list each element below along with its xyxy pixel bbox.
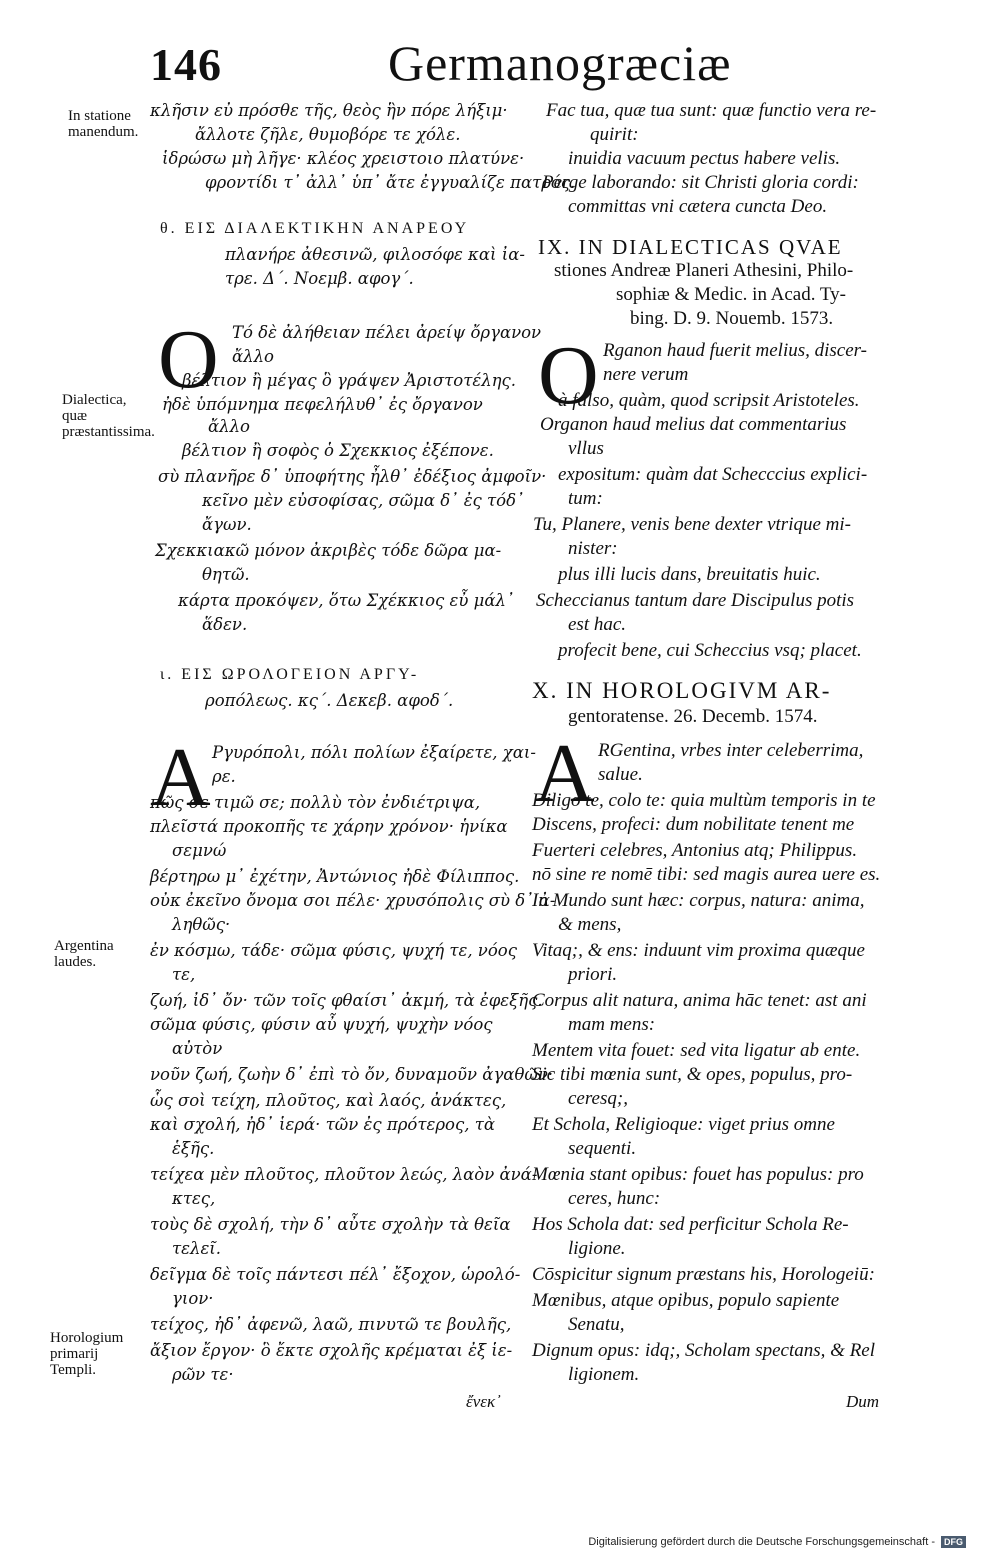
digitization-credit (588, 1536, 966, 1548)
greek-dropcap: O (158, 313, 219, 406)
greek-line: νοῦν ζωή, ζωὴν δ᾽ ἐπὶ τὸ ὄν, δυναμοῦν ἀγαθῶν· (150, 1065, 554, 1084)
greek-line: βέλτιον ἢ μέγας ὃ γράψεν Ἀριστοτέλης. (182, 371, 517, 390)
greek-line: ἠδὲ ὑπόμνημα πεφελήλυθ᾽ ἐς ὄργανον (162, 395, 483, 414)
greek-line: Ργυρόπολι, πόλι πολίων ἐξαίρετε, χαι- (212, 743, 536, 762)
latin-line: Fac tua, quæ tua sunt: quæ functio vera re- (546, 100, 877, 121)
latin-line: salue. (598, 764, 643, 785)
latin-line: sequenti. (568, 1138, 637, 1159)
latin-line: vllus (568, 438, 604, 459)
latin-heading: IX. IN DIALECTICAS QVAE (538, 235, 843, 259)
greek-heading-line: τρε. Δ΄. Νοεμβ. αφογ΄. (225, 269, 414, 288)
greek-line: κεῖνο μὲν εὐσοφίσας, σῶμα δ᾽ ἐς τόδ᾽ (202, 491, 525, 510)
greek-line: ἄλλοτε ζῆλε, θυμοβόρε τε χόλε. (195, 125, 461, 144)
latin-line: expositum: quàm dat Schecccius explici- (558, 464, 868, 485)
greek-line: πῶς σε τιμῶ σε; πολλὺ τὸν ἐνδιέτριψα, (150, 793, 481, 812)
greek-line: τείχεα μὲν πλοῦτος, πλοῦτον λεώς, λαὸν ἀνά- (150, 1165, 538, 1184)
latin-column (528, 0, 906, 1558)
latin-line: Mentem vita fouet: sed vita ligatur ab ente. (532, 1040, 861, 1061)
dfg-logo: DFG (941, 1536, 966, 1548)
greek-line: κλῆσιν εὐ πρόσθε τῆς, θεὸς ἣν πόρε λήξιμ· (150, 101, 508, 120)
latin-line: tum: (568, 488, 603, 509)
greek-line: τοὺς δὲ σχολή, τὴν δ᾽ αὖτε σχολὴν τὰ θεῖα (150, 1215, 511, 1234)
latin-line: Mœnibus, atque opibus, populo sapiente (532, 1290, 840, 1311)
latin-line: Cōspicitur signum præstans his, Horologeiū: (532, 1264, 875, 1285)
greek-line: οὐκ ἐκεῖνο ὄνομα σοι πέλε· χρυσόπολις σὺ δ᾽ ἀ- (150, 891, 556, 910)
greek-line: τε, (172, 965, 196, 984)
greek-line: ἑξῆς. (172, 1139, 215, 1158)
greek-heading-line: πλανήρε ἀθεσινῶ, φιλοσόφε καὶ ἰα- (225, 245, 525, 264)
greek-line: αὐτὸν (172, 1039, 223, 1058)
greek-line: ὧς σοὶ τείχη, πλοῦτος, καὶ λαός, ἀνάκτες, (150, 1091, 507, 1110)
latin-line: RGentina, vrbes inter celeberrima, (598, 740, 864, 761)
latin-line: Corpus alit natura, anima hāc tenet: ast ani (532, 990, 867, 1011)
latin-catchword: Dum (846, 1392, 880, 1411)
latin-line: Rganon haud fuerit melius, discer- (603, 340, 868, 361)
latin-line: plus illi lucis dans, breuitatis huic. (558, 564, 821, 585)
latin-line: Senatu, (568, 1314, 625, 1335)
greek-line: καὶ σχολή, ἠδ᾽ ἱερά· τῶν ἐς πρότερος, τὰ (150, 1115, 495, 1134)
latin-heading-line: sophiæ & Medic. in Acad. Ty- (616, 284, 846, 305)
latin-line: nō sine re nomē tibi: sed magis aurea uere es. (532, 864, 881, 885)
greek-catchword: ἔνεκ᾽ (466, 1392, 501, 1411)
latin-line: Sic tibi mœnia sunt, & opes, populus, pro- (532, 1064, 853, 1085)
greek-line: γιον· (172, 1289, 214, 1308)
greek-line: ρῶν τε· (172, 1365, 234, 1384)
margin-note: Horologium primarij Templi. (50, 1330, 124, 1378)
greek-line: ἄξιον ἔργον· ὃ ἔκτε σχολῆς κρέμαται ἐξ ἱε- (150, 1341, 513, 1360)
latin-line: Scheccianus tantum dare Discipulus potis (536, 590, 855, 611)
greek-line: σὺ πλανῆρε δ᾽ ὑποφήτης ἦλθ᾽ ἐδέξιος ἀμφοῖν· (158, 467, 547, 486)
greek-line: ἄγων. (202, 515, 252, 534)
greek-line: βέρτηρω μ᾽ ἐχέτην, Ἀντώνιος ἠδὲ Φίλιππος. (150, 867, 520, 886)
greek-line: ζωή, ἰδ᾽ ὄν· τῶν τοῖς φθαίσι᾽ ἀκμή, τὰ ἐφεξῆς. (150, 991, 543, 1010)
greek-line: ἅδεν. (202, 615, 248, 634)
greek-line: σῶμα φύσις, φύσιν αὖ ψυχή, ψυχὴν νόος (150, 1015, 493, 1034)
greek-line: ἐν κόσμω, τάδε· σῶμα φύσις, ψυχή τε, νόος (150, 941, 517, 960)
latin-dropcap: A (534, 727, 595, 820)
greek-line: κάρτα προκόψεν, ὅτω Σχέκκιος εὖ μάλ᾽ (178, 591, 515, 610)
latin-line: Hos Schola dat: sed perficitur Schola Re- (532, 1214, 849, 1235)
latin-line: priori. (568, 964, 618, 985)
greek-line: ρε. (212, 767, 236, 786)
latin-line: ceres, hunc: (568, 1188, 661, 1209)
greek-line: ἄλλο (208, 417, 250, 436)
latin-line: profecit bene, cui Scheccius vsq; placet. (558, 640, 862, 661)
running-head: Germanogræciæ (388, 35, 732, 91)
latin-line: Dignum opus: idq;, Scholam spectans, & Rel (532, 1340, 876, 1361)
greek-heading: θ. ΕΙΣ ΔΙΑΛΕΚΤΙΚΗΝ ΑΝΑΡΕΟΥ (160, 220, 470, 237)
greek-line: πλεῖστά προκοπῆς τε χάρην χρόνον· ἡνίκα (150, 817, 508, 836)
latin-line: inuidia vacuum pectus habere velis. (568, 148, 841, 169)
latin-heading-line: stiones Andreæ Planeri Athesini, Philo- (554, 260, 854, 281)
latin-line: Fuerteri celebres, Antonius atq; Philippus. (532, 840, 858, 861)
greek-line: ἱδρώσω μὴ λῆγε· κλέος χρειστοιο πλατύνε· (162, 149, 525, 168)
latin-line: ligione. (568, 1238, 626, 1259)
greek-line: φροντίδι τ᾽ ἀλλ᾽ ὑπ᾽ ἄτε ἐγγυαλίζε πατρός. (205, 173, 576, 192)
latin-line: nere verum (603, 364, 689, 385)
latin-line: ceresq;, (568, 1088, 628, 1109)
latin-dropcap: O (538, 329, 599, 422)
credit-text: Digitalisierung gefördert durch die Deutsche Forschungsgemeinschaft - (588, 1536, 935, 1548)
latin-line: Perge laborando: sit Christi gloria cordi: (542, 172, 859, 193)
latin-heading-line: gentoratense. 26. Decemb. 1574. (568, 706, 818, 727)
margin-note: In statione manendum. (68, 108, 139, 140)
latin-heading: X. IN HOROLOGIVM AR- (532, 678, 832, 703)
latin-line: Organon haud melius dat commentarius (540, 414, 847, 435)
greek-line: θητῶ. (202, 565, 250, 584)
latin-line: Et Schola, Religioque: viget prius omne (532, 1114, 835, 1135)
margin-note: Argentina laudes. (54, 938, 114, 970)
latin-line: Diligo te, colo te: quia multùm temporis in te (532, 790, 876, 811)
margin-note: Dialectica, quæ præstantissima. (62, 392, 155, 440)
latin-line: Discens, profeci: dum nobilitate tenent me (532, 814, 855, 835)
greek-line: Σχεκκιακῶ μόνον ἀκριβὲς τόδε δῶρα μα- (155, 541, 502, 560)
greek-line: δεῖγμα δὲ τοῖς πάντεσι πέλ᾽ ἔξοχον, ὡρολό- (150, 1265, 521, 1284)
latin-heading-line: bing. D. 9. Nouemb. 1573. (630, 308, 834, 329)
greek-line: ἄλλο (232, 347, 274, 366)
page-number: 146 (150, 39, 222, 90)
greek-heading: ι. ΕΙΣ ΩΡΟΛΟΓΕΙΟΝ ΑΡΓΥ- (160, 666, 420, 683)
greek-line: Τό δὲ ἀλήθειαν πέλει ἀρείψ ὄργανον (232, 323, 542, 342)
latin-line: mam mens: (568, 1014, 656, 1035)
greek-heading-line: ροπόλεως. κς΄. Δεκεβ. αφοδ΄. (205, 691, 454, 710)
latin-line: quirit: (590, 124, 639, 145)
latin-line: & mens, (558, 914, 622, 935)
latin-line: à falso, quàm, quod scripsit Aristoteles. (558, 390, 860, 411)
latin-line: nister: (568, 538, 618, 559)
greek-line: κτες, (172, 1189, 216, 1208)
greek-line: τείχος, ἠδ᾽ ἀφενῶ, λαῶ, πινυτῶ τε βουλῆς, (150, 1315, 512, 1334)
latin-line: est hac. (568, 614, 627, 635)
latin-line: Vitaq;, & ens: induunt vim proxima quæque (532, 940, 865, 961)
latin-line: Tu, Planere, venis bene dexter vtrique mi- (533, 514, 851, 535)
greek-line: σεμνώ (172, 841, 227, 860)
latin-line: committas vni cætera cuncta Deo. (568, 196, 828, 217)
latin-line: ligionem. (568, 1364, 640, 1385)
latin-line: In Mundo sunt hæc: corpus, natura: anima, (532, 890, 865, 911)
greek-line: τελεῖ. (172, 1239, 222, 1258)
greek-line: ληθῶς· (172, 915, 231, 934)
latin-line: Mœnia stant opibus: fouet has populus: pro (532, 1164, 864, 1185)
greek-dropcap: A (150, 731, 211, 824)
greek-line: βέλτιον ἢ σοφὸς ὁ Σχεκκιος ἐξέπονε. (182, 441, 494, 460)
